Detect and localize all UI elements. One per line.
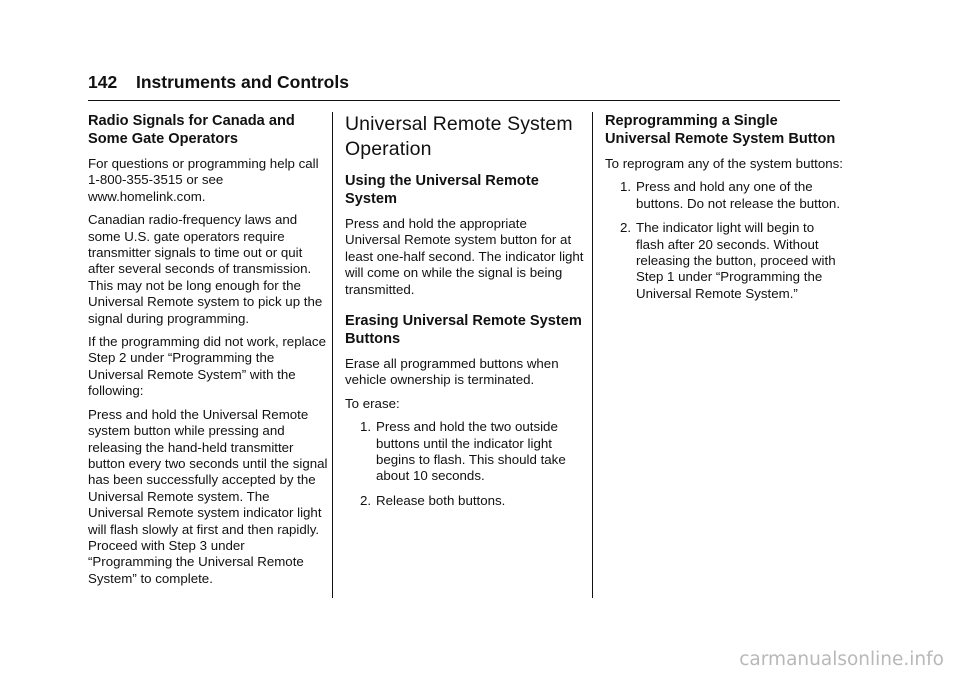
column-left [88,112,328,594]
step-text: The indicator light will begin to flash after 20 seconds. Without releasing the button, proceed with Step 1 under “Programming the Universal Remote System.” [636,220,836,301]
step-number: 2. [620,220,632,236]
heading-using-system: Using the Universal Remote System [345,173,539,207]
list-item [345,493,585,509]
page-number: 142 [88,72,118,92]
step-number: 2. [360,492,372,508]
heading-erasing-buttons: Erasing Universal Remote System Buttons [345,313,582,348]
step-number: 1. [360,419,372,435]
paragraph-to-erase: To erase: [345,395,400,411]
column-divider-right [592,112,593,598]
paragraph-erase-all: Erase all programmed buttons when vehicle ownership is terminated. [345,356,559,388]
paragraph-reprogram-intro: To reprogram any of the system buttons: [605,156,843,171]
column-right [605,112,845,310]
column-divider-left [332,112,333,598]
step-text: Release both buttons. [376,492,506,508]
paragraph-programming-failed: If the programming did not work, replace Step 2 under “Programming the Universal Remote System” with the following: [88,334,326,399]
heading-reprogramming: Reprogramming a Single Universal Remote System Button [605,113,836,147]
watermark-text: carmanualsonline.info [739,649,944,670]
step-text: Press and hold the two outside buttons until the indicator light begins to flash. This should take about 10 seconds. [376,419,566,484]
list-item [345,419,585,485]
reprogram-steps-list [605,179,845,302]
page-header [88,70,840,101]
paragraph-press-and-hold: Press and hold the Universal Remote system button while pressing and releasing the hand-held transmitter button every two seconds until the signal has been successfully accepted by the Universal Remote system. The Universal Remote system indicator light will flash slowly at first and then rapidly. Proceed with Step 3 under “Programming the Universal Remote System” to complete. [88,406,328,586]
list-item [605,179,845,212]
section-heading-operation: Universal Remote System Operation [345,113,573,160]
step-text: Press and hold any one of the buttons. Do not release the button. [636,179,841,211]
step-number: 1. [620,179,632,195]
paragraph-help-contact: For questions or programming help call 1-800-355-3515 or see www.homelink.com. [88,156,319,204]
section-title: Instruments and Controls [136,72,349,92]
erase-steps-list [345,419,585,509]
paragraph-using-system: Press and hold the appropriate Universal Remote system button for at least one-half second. The indicator light will come on while the signal is being transmitted. [345,216,584,297]
column-middle [345,112,585,517]
heading-radio-signals: Radio Signals for Canada and Some Gate Operators [88,113,295,147]
paragraph-canadian-laws: Canadian radio-frequency laws and some U.S. gate operators require transmitter signals to time out or quit after several seconds of transmission. This may not be long enough for the Universal Remote system to pick up the signal during programming. [88,212,323,326]
list-item [605,220,845,302]
